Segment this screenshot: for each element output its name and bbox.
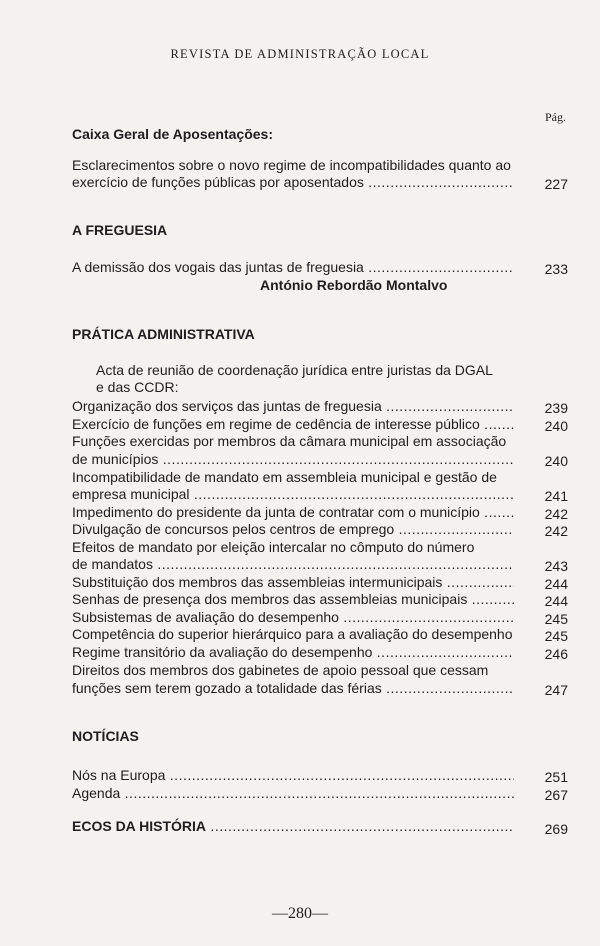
toc-page-number: 245 bbox=[544, 611, 568, 627]
toc-line: Incompatibilidade de mandato em assembleia municipal e gestão de bbox=[72, 469, 497, 485]
toc-entry[interactable]: de mandatos ..... bbox=[72, 556, 514, 573]
toc-page-number: 245 bbox=[544, 628, 568, 644]
toc-page-number: 241 bbox=[544, 488, 568, 504]
toc-line: Direitos dos membros dos gabinetes de apoio pessoal que cessam bbox=[72, 662, 489, 678]
toc-page-number: 243 bbox=[544, 558, 568, 574]
page-column-label: Pág. bbox=[545, 110, 566, 124]
toc-entry[interactable]: Substituição dos membros das assembleias intermunicipais ..... bbox=[72, 574, 514, 591]
toc-entry[interactable]: Nós na Europa ..... bbox=[72, 767, 514, 784]
author-name: António Rebordão Montalvo bbox=[260, 277, 448, 293]
toc-page-number: 244 bbox=[544, 576, 568, 592]
toc-line: Esclarecimentos sobre o novo regime de incompatibilidades quanto ao bbox=[72, 157, 511, 173]
toc-page-number: 267 bbox=[544, 787, 568, 803]
toc-page-number: 242 bbox=[544, 506, 568, 522]
toc-page-number: 244 bbox=[544, 593, 568, 609]
running-header: REVISTA DE ADMINISTRAÇÃO LOCAL bbox=[170, 47, 430, 61]
section-title-caixa: Caixa Geral de Aposentações: bbox=[72, 126, 274, 142]
toc-entry[interactable]: Exercício de funções em regime de cedência de interesse público ..... bbox=[72, 416, 514, 433]
toc-page-number: 233 bbox=[544, 261, 568, 277]
toc-entry[interactable]: Agenda ..... bbox=[72, 785, 514, 802]
toc-page-number: 246 bbox=[544, 646, 568, 662]
toc-entry[interactable]: exercício de funções públicas por aposentados ..... bbox=[72, 174, 514, 191]
toc-page-number: 247 bbox=[544, 682, 568, 698]
section-title-noticias: NOTÍCIAS bbox=[72, 728, 139, 744]
toc-intro-line: e das CCDR: bbox=[96, 379, 179, 395]
page-number-footer: —280— bbox=[272, 905, 328, 922]
toc-entry[interactable]: empresa municipal ..... bbox=[72, 486, 514, 503]
toc-page-number: 251 bbox=[544, 769, 568, 785]
toc-entry[interactable]: A demissão dos vogais das juntas de freguesia ..... bbox=[72, 259, 514, 276]
toc-page-number: 239 bbox=[544, 400, 568, 416]
toc-entry[interactable]: Organização dos serviços das juntas de freguesia ..... bbox=[72, 398, 514, 415]
toc-page-number: 269 bbox=[544, 821, 568, 837]
toc-page-number: 242 bbox=[544, 523, 568, 539]
toc-page-number: 240 bbox=[544, 453, 568, 469]
toc-entry[interactable]: Senhas de presença dos membros das assembleias municipais ..... bbox=[72, 591, 514, 608]
toc-line: Funções exercidas por membros da câmara municipal em associação bbox=[72, 433, 507, 449]
toc-entry[interactable]: funções sem terem gozado a totalidade das férias ..... bbox=[72, 680, 514, 697]
toc-entry[interactable]: de municípios ..... bbox=[72, 451, 514, 468]
toc-page-number: 227 bbox=[544, 176, 568, 192]
toc-entry[interactable]: Competência do superior hierárquico para a avaliação do desempenho ..... bbox=[72, 626, 514, 643]
toc-line: Efeitos de mandato por eleição intercalar no cômputo do número bbox=[72, 539, 475, 555]
toc-entry[interactable]: Impedimento do presidente da junta de contratar com o município ..... bbox=[72, 504, 514, 521]
section-title-pratica: PRÁTICA ADMINISTRATIVA bbox=[72, 326, 255, 342]
toc-entry-ecos[interactable]: ECOS DA HISTÓRIA ..... bbox=[72, 818, 514, 834]
section-title-freguesia: A FREGUESIA bbox=[72, 222, 168, 238]
toc-entry[interactable]: Divulgação de concursos pelos centros de emprego ..... bbox=[72, 521, 514, 538]
toc-page-number: 240 bbox=[544, 418, 568, 434]
toc-intro-line: Acta de reunião de coordenação jurídica entre juristas da DGAL bbox=[96, 362, 493, 378]
toc-entry[interactable]: Regime transitório da avaliação do desempenho ..... bbox=[72, 644, 514, 661]
toc-entry[interactable]: Subsistemas de avaliação do desempenho ..... bbox=[72, 609, 514, 626]
